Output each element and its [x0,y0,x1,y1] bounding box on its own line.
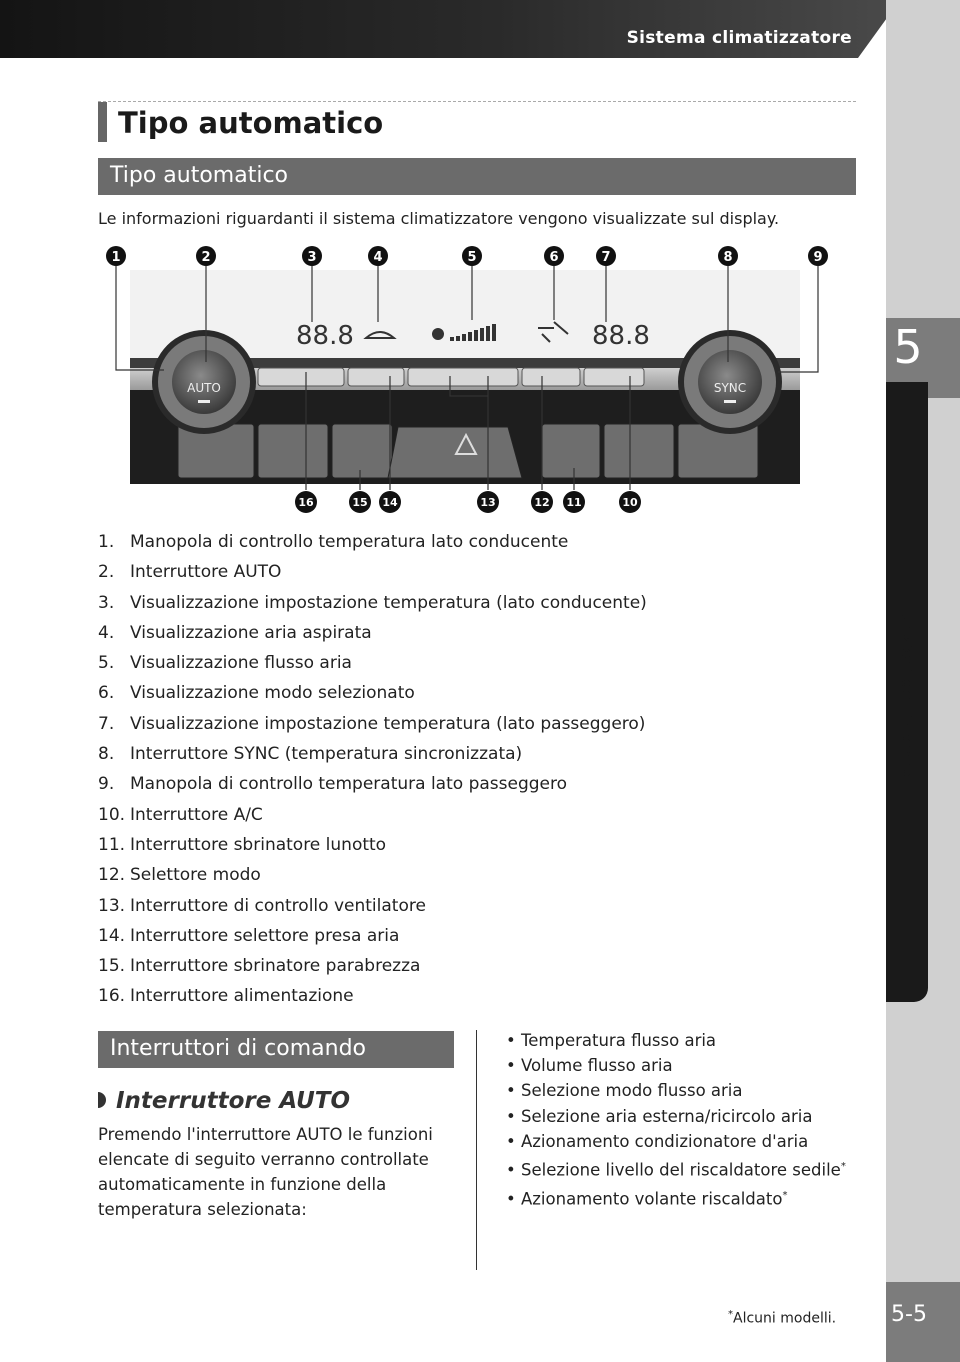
footnote: *Alcuni modelli. [728,1309,837,1327]
lower-buttons [178,424,758,478]
title-marker [98,102,107,142]
sync-knob-label: SYNC [713,381,747,395]
callout-9: 9 [813,250,823,265]
callout-3: 3 [307,250,317,265]
section-subtitle: Tipo automatico [110,163,289,188]
list-item: • Temperatura flusso aria [506,1031,717,1050]
list-item: 11. Interruttore sbrinatore lunotto [98,834,387,855]
callout-1: 1 [111,250,121,265]
list-item: • Azionamento condizionatore d'aria [506,1131,809,1151]
list-item: 16. Interruttore alimentazione [98,986,354,1007]
list-item: 14. Interruttore selettore presa aria [98,925,400,946]
list-item: 8. Interruttore SYNC (temperatura sincronizzata) [98,744,523,765]
callout-10: 10 [622,496,638,509]
auto-switch-text: Premendo l'interruttore AUTO le funzioni elencate di seguito verranno controllate automaticamente in funzione della temperatura selezionata: [98,1125,433,1219]
section-divider [98,101,856,102]
heading-marker-icon [98,1092,106,1108]
callout-6: 6 [549,250,559,265]
auto-switch-heading: Interruttore AUTO [98,1088,350,1114]
auto-functions-list [506,1028,876,1211]
chapter-title: Sistema climatizzatore [626,28,852,48]
list-item: 4. Visualizzazione aria aspirata [98,622,372,643]
list-item: 5. Visualizzazione flusso aria [98,653,352,674]
list-item: 7. Visualizzazione impostazione temperatura (lato passeggero) [98,713,646,734]
list-item: 12. Selettore modo [98,865,261,886]
callouts-top [106,246,828,266]
callout-12: 12 [534,496,550,509]
list-item: • Azionamento volante riscaldato* [506,1189,788,1209]
callout-15: 15 [352,496,368,509]
list-item: • Selezione livello del riscaldatore sedile* [506,1160,846,1180]
column-divider [476,1030,477,1270]
auto-knob-label: AUTO [187,381,221,395]
section-title: Tipo automatico [118,106,384,140]
list-item: • Selezione modo flusso aria [506,1081,743,1101]
list-item: • Selezione aria esterna/ricircolo aria [506,1106,813,1126]
list-item: 3. Visualizzazione impostazione temperatura (lato conducente) [98,592,647,613]
section-label: Funzioni dell'interno [898,603,916,777]
driver-temp-display: 88.8 [296,321,354,351]
callout-14: 14 [382,496,398,509]
list-item: 10. Interruttore A/C [98,804,263,825]
passenger-temp-knob [678,330,782,434]
parts-list [98,530,647,1015]
upper-buttons [258,368,644,386]
list-item: 1. Manopola di controllo temperatura lato conducente [98,532,569,552]
list-item: 2. Interruttore AUTO [98,562,282,583]
driver-temp-knob [152,330,256,434]
list-item: 9. Manopola di controllo temperatura lato passeggero [98,774,568,795]
callout-16: 16 [298,496,314,509]
callout-8: 8 [723,250,733,265]
list-item: 6. Visualizzazione modo selezionato [98,683,415,704]
callout-13: 13 [480,496,496,509]
passenger-temp-display: 88.8 [592,321,650,351]
page-number: 5-5 [891,1302,927,1327]
callout-7: 7 [601,250,611,265]
callout-11: 11 [566,496,582,509]
callout-2: 2 [201,250,211,265]
climate-panel-figure [98,242,856,524]
callout-4: 4 [373,250,383,265]
controls-title: Interruttori di comando [110,1036,367,1061]
list-item: 15. Interruttore sbrinatore parabrezza [98,956,421,977]
callout-5: 5 [467,250,477,265]
callouts-bottom [295,491,641,513]
chapter-number: 5 [893,320,923,374]
intro-text: Le informazioni riguardanti il sistema climatizzatore vengono visualizzate sul display. [98,209,780,228]
list-item: 13. Interruttore di controllo ventilatore [98,895,426,916]
list-item: • Volume flusso aria [506,1056,673,1076]
